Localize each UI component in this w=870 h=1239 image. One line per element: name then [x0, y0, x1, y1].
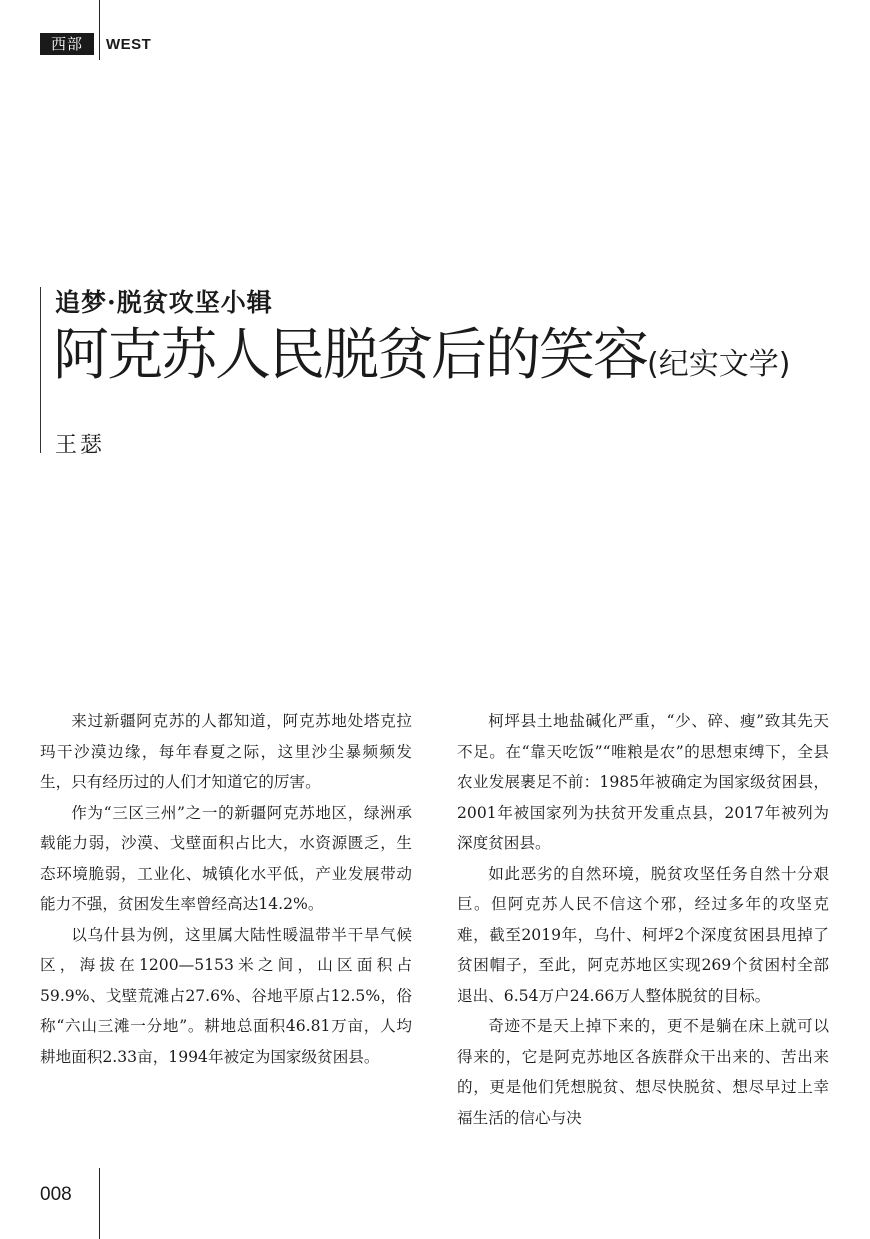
article-title-text: 阿克苏人民脱贫后的笑容 [53, 323, 647, 388]
page-number: 008 [40, 1184, 72, 1205]
article-genre: (纪实文学) [647, 347, 791, 382]
body-paragraph: 奇迹不是天上掉下来的，更不是躺在床上就可以得来的，它是阿克苏地区各族群众干出来的、苦出来的，更是他们凭想脱贫、想尽快脱贫、想尽早过上幸福生活的信心与决 [457, 1017, 829, 1127]
body-column-right [457, 706, 829, 1133]
body-paragraph: 柯坪县土地盐碱化严重，“少、碎、瘦”致其先天不足。在“靠天吃饭”“唯粮是农”的思想束缚下，全县农业发展裹足不前：1985年被确定为国家级贫困县，2001年被国家列为扶贫开发重点县，2017年被列为深度贫困县。 [457, 712, 829, 852]
body-paragraph: 来过新疆阿克苏的人都知道，阿克苏地处塔克拉玛干沙漠边缘，每年春夏之际，这里沙尘暴频频发生，只有经历过的人们才知道它的厉害。 [40, 712, 412, 791]
footer-divider-line [99, 1168, 100, 1239]
header-divider-line [99, 0, 100, 60]
section-badge: 西部 [40, 33, 94, 55]
body-column-left [40, 706, 412, 1072]
article-title [53, 322, 790, 399]
body-paragraph: 以乌什县为例，这里属大陆性暖温带半干旱气候区，海拔在1200—5153米之间，山区面积占59.9%、戈壁荒滩占27.6%、谷地平原占12.5%，俗称“六山三滩一分地”。耕地总面积46.81万亩，人均耕地面积2.33亩，1994年被定为国家级贫困县。 [40, 925, 412, 1066]
body-paragraph: 如此恶劣的自然环境，脱贫攻坚任务自然十分艰巨。但阿克苏人民不信这个邪，经过多年的攻坚克难，截至2019年，乌什、柯坪2个深度贫困县甩掉了贫困帽子，至此，阿克苏地区实现269个贫困村全部退出、6.54万户24.66万人整体脱贫的目标。 [457, 864, 829, 1005]
series-title: 追梦·脱贫攻坚小辑 [55, 288, 273, 317]
author-name: 王瑟 [55, 433, 106, 458]
title-accent-line [40, 287, 41, 453]
section-label: WEST [106, 36, 152, 53]
body-paragraph: 作为“三区三州”之一的新疆阿克苏地区，绿洲承载能力弱，沙漠、戈壁面积占比大，水资源匮乏，生态环境脆弱，工业化、城镇化水平低，产业发展带动能力不强，贫困发生率曾经高达14.2%。 [40, 803, 412, 913]
